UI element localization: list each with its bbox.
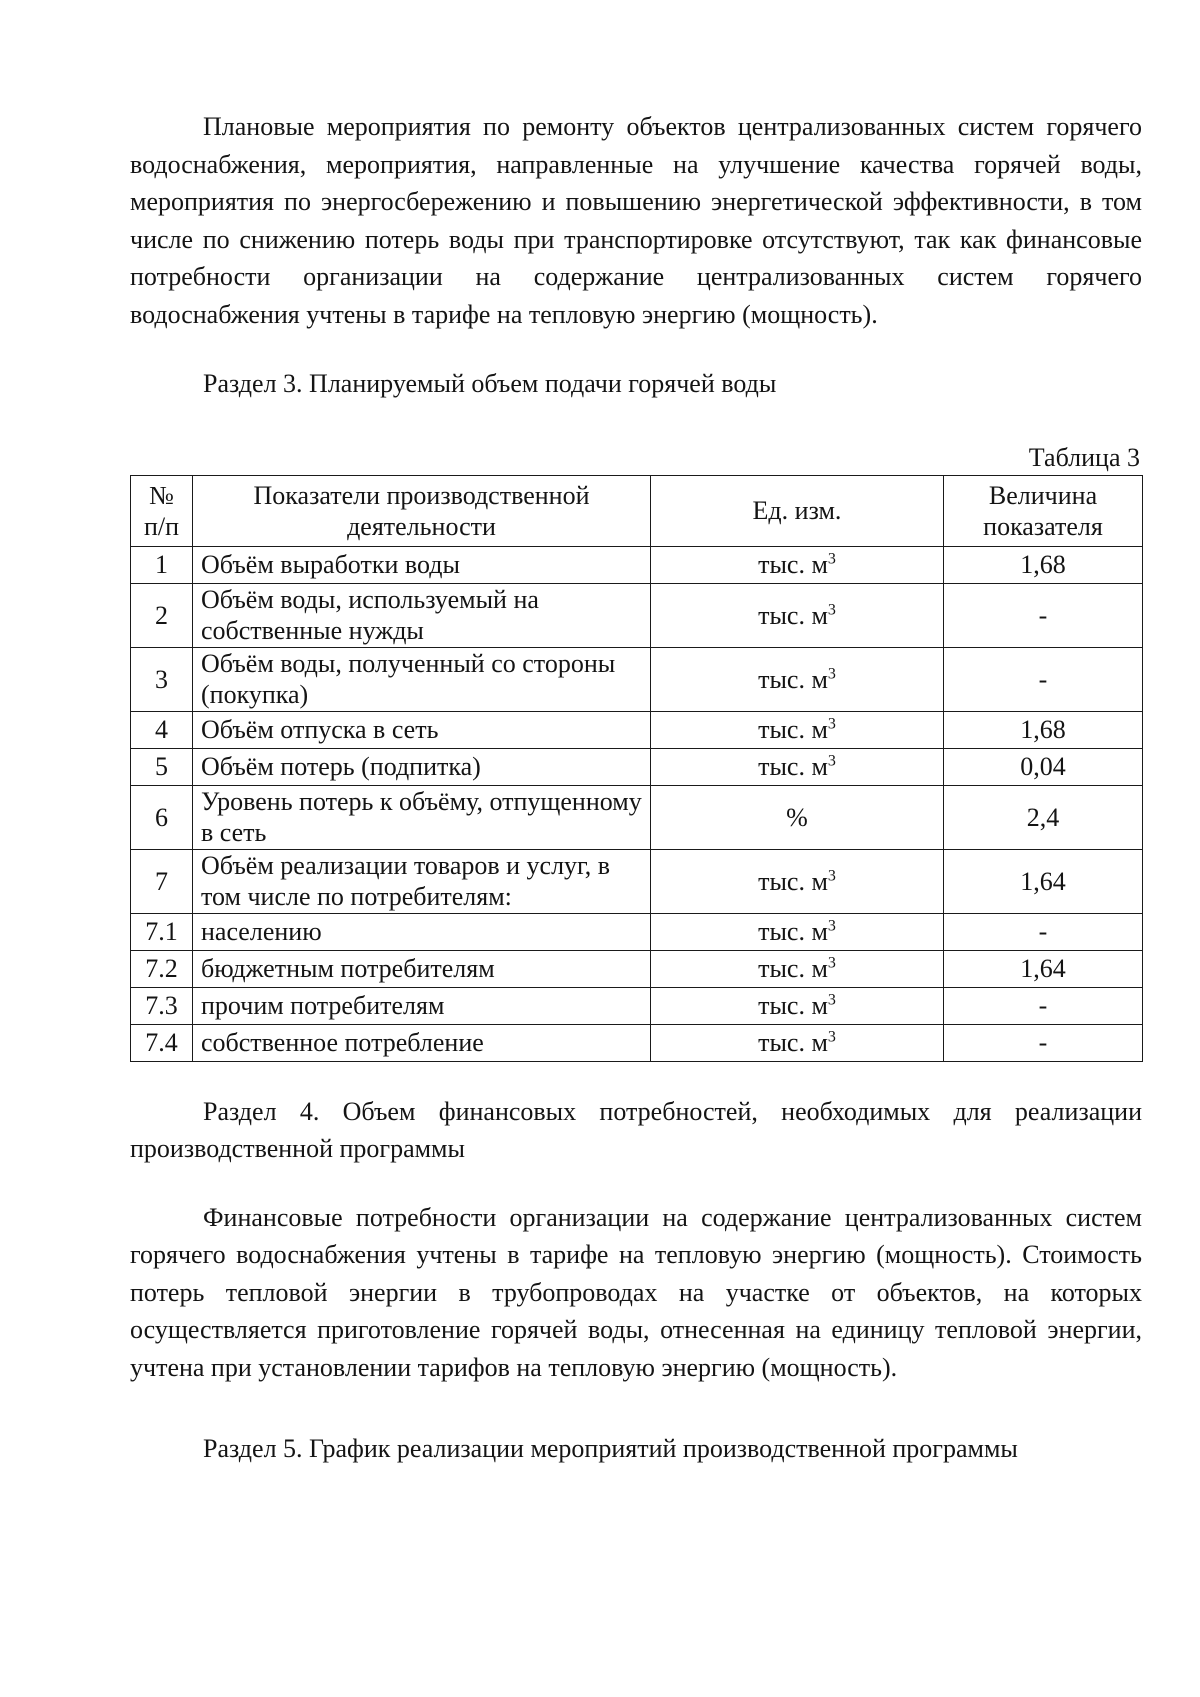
row-num: 7.3	[131, 987, 193, 1024]
row-indicator: Объём воды, полученный со стороны (покупка)	[193, 647, 651, 711]
row-value: 1,64	[944, 849, 1143, 913]
row-indicator: Объём отпуска в сеть	[193, 711, 651, 748]
table-caption: Таблица 3	[1028, 442, 1140, 472]
row-unit: тыс. $м^3$	[651, 913, 944, 950]
table-row	[131, 913, 1143, 950]
header-unit: Ед. изм.	[651, 475, 944, 546]
row-unit: тыс. $м^3$	[651, 583, 944, 647]
row-value: 0,04	[944, 748, 1143, 785]
row-value: -	[944, 647, 1143, 711]
paragraph-financial-needs: Финансовые потребности организации на содержание централизованных систем горячего водоснабжения учтены в тарифе на тепловую энергию (мощность). Стоимость потерь тепловой энергии в трубопроводах на участке от объектов, на которых осуществляется приготовление горячей воды, отнесенная на единицу тепловой энергии, учтена при установлении тарифов на тепловую энергию (мощность).	[130, 1202, 1142, 1382]
table-row	[131, 711, 1143, 748]
document-page	[130, 108, 1142, 1468]
row-indicator: Объём потерь (подпитка)	[193, 748, 651, 785]
header-num: № п/п	[131, 475, 193, 546]
table-row	[131, 1024, 1143, 1061]
water-supply-volume-table	[130, 475, 1143, 1062]
section-3-title: Раздел 3. Планируемый объем подачи горячей воды	[203, 369, 777, 398]
header-value: Величина показателя	[944, 475, 1143, 546]
row-num: 6	[131, 785, 193, 849]
section-5-title: Раздел 5. График реализации мероприятий производственной программы	[203, 1434, 1018, 1463]
row-num: 5	[131, 748, 193, 785]
row-indicator: Объём выработки воды	[193, 546, 651, 583]
row-value: -	[944, 987, 1143, 1024]
row-num: 7.4	[131, 1024, 193, 1061]
table-row	[131, 546, 1143, 583]
table-row	[131, 647, 1143, 711]
row-num: 7.1	[131, 913, 193, 950]
row-value: 1,68	[944, 711, 1143, 748]
row-unit: тыс. $м^3$	[651, 1024, 944, 1061]
row-value: 1,68	[944, 546, 1143, 583]
row-value: -	[944, 583, 1143, 647]
row-unit: тыс. $м^3$	[651, 546, 944, 583]
row-num: 4	[131, 711, 193, 748]
row-value: 2,4	[944, 785, 1143, 849]
row-unit: тыс. $м^3$	[651, 748, 944, 785]
table-row	[131, 849, 1143, 913]
row-unit: тыс. $м^3$	[651, 849, 944, 913]
table-row	[131, 950, 1143, 987]
row-unit: тыс. $м^3$	[651, 987, 944, 1024]
row-indicator: Объём реализации товаров и услуг, в том числе по потребителям:	[193, 849, 651, 913]
table-row	[131, 785, 1143, 849]
row-num: 7	[131, 849, 193, 913]
row-num: 2	[131, 583, 193, 647]
table-row	[131, 748, 1143, 785]
section-4-title: Раздел 4. Объем финансовых потребностей, необходимых для реализации производственной программы	[130, 1096, 1142, 1163]
row-indicator: населению	[193, 913, 651, 950]
row-indicator: собственное потребление	[193, 1024, 651, 1061]
row-indicator: Уровень потерь к объёму, отпущенному в сеть	[193, 785, 651, 849]
row-num: 7.2	[131, 950, 193, 987]
row-value: -	[944, 1024, 1143, 1061]
row-value: 1,64	[944, 950, 1143, 987]
row-indicator: Объём воды, используемый на собственные нужды	[193, 583, 651, 647]
row-indicator: бюджетным потребителям	[193, 950, 651, 987]
paragraph-planned-measures: Плановые мероприятия по ремонту объектов централизованных систем горячего водоснабжения, мероприятия, направленные на улучшение качества горячей воды, мероприятия по энергосбережению и повышению энергетической эффективности, в том числе по снижению потерь воды при транспортировке отсутствуют, так как финансовые потребности организации на содержание централизованных систем горячего водоснабжения учтены в тарифе на тепловую энергию (мощность).	[130, 112, 1142, 329]
row-num: 1	[131, 546, 193, 583]
row-unit: тыс. $м^3$	[651, 711, 944, 748]
table-row	[131, 987, 1143, 1024]
header-indicator: Показатели производственной деятельности	[193, 475, 651, 546]
row-unit: тыс. $м^3$	[651, 950, 944, 987]
row-indicator: прочим потребителям	[193, 987, 651, 1024]
row-unit: тыс. $м^3$	[651, 647, 944, 711]
table-row	[131, 583, 1143, 647]
row-value: -	[944, 913, 1143, 950]
row-num: 3	[131, 647, 193, 711]
row-unit: %	[651, 785, 944, 849]
